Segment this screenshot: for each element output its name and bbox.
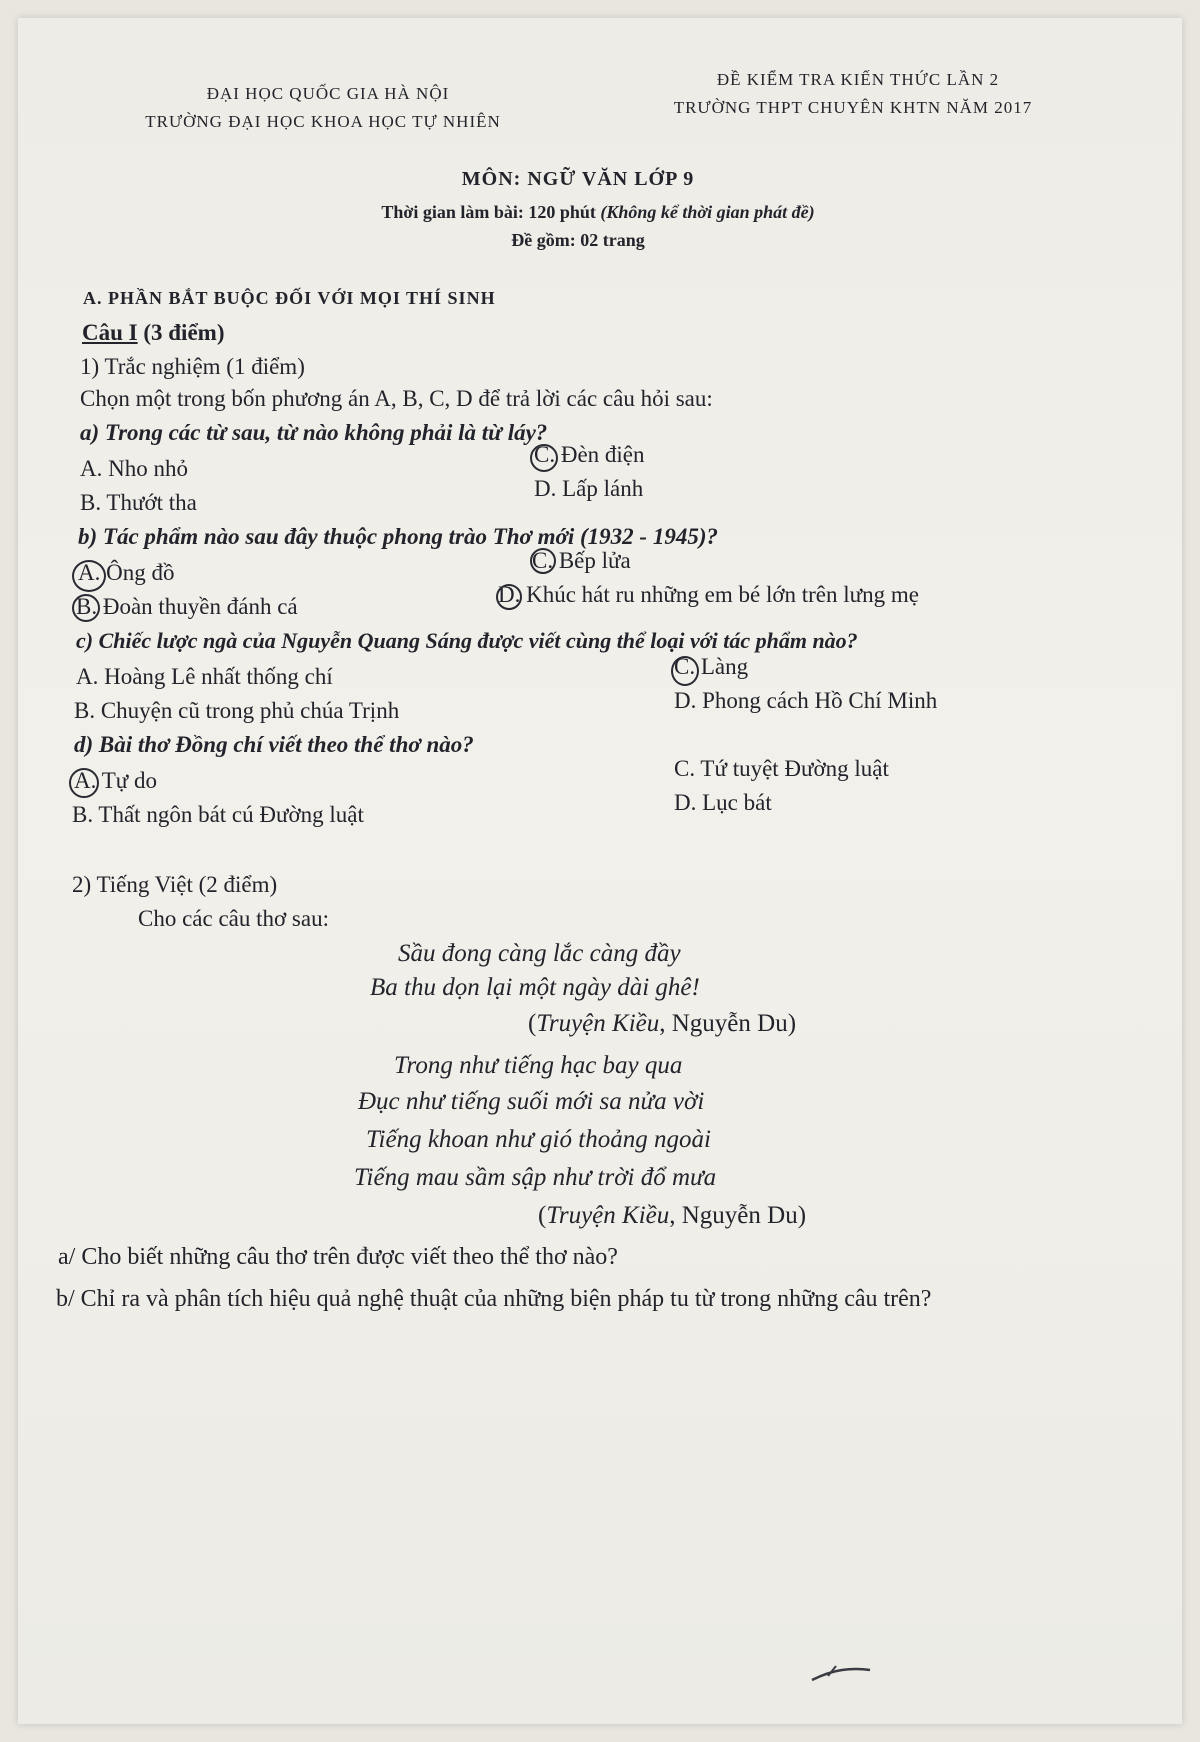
part1-title: 1) Trắc nghiệm (1 điểm): [80, 354, 305, 379]
exam-title: ĐỀ KIỂM TRA KIẾN THỨC LẦN 2: [716, 70, 1000, 89]
option-qa-d: D. Lấp lánh: [534, 476, 644, 501]
time-label: Thời gian làm bài: 120 phút: [381, 202, 596, 222]
poem1-line1: Sầu đong càng lắc càng đầy: [398, 940, 681, 967]
option-qc-a: A. Hoàng Lê nhất thống chí: [76, 664, 333, 689]
source2-author: , Nguyễn Du): [669, 1202, 807, 1229]
time-info: [268, 202, 928, 223]
option-qb-d: D. Khúc hát ru những em bé lớn trên lưng mẹ: [498, 582, 919, 607]
poem2-line1: Trong như tiếng hạc bay qua: [394, 1052, 683, 1079]
option-qc-c: C. Làng: [674, 654, 749, 679]
option-qd-c: C. Tứ tuyệt Đường luật: [674, 756, 889, 781]
poem2-line4: Tiếng mau sầm sập như trời đổ mưa: [354, 1164, 717, 1191]
option-qb-b: B. Đoàn thuyền đánh cá: [76, 594, 298, 619]
poem2-source: (Truyện Kiều, Nguyễn Du): [538, 1202, 807, 1229]
cau1-points: (3 điểm): [143, 320, 225, 345]
cau1-heading: [82, 320, 224, 346]
question-a: a) Trong các từ sau, từ nào không phải là từ láy?: [80, 420, 548, 445]
source1-work: Truyện Kiều: [536, 1010, 660, 1037]
poem1-source: (Truyện Kiều, Nguyễn Du): [528, 1010, 797, 1037]
page-count: Đề gồm: 02 trang: [511, 230, 645, 250]
instruction: Chọn một trong bốn phương án A, B, C, D để trả lời các câu hỏi sau:: [80, 386, 713, 411]
poem2-line2: Đục như tiếng suối mới sa nửa vời: [358, 1088, 705, 1115]
part2-title: 2) Tiếng Việt (2 điểm): [72, 872, 278, 897]
answer-mark-circle: [72, 594, 100, 622]
subject-title: MÔN: NGỮ VĂN LỚP 9: [461, 168, 695, 190]
school-name: TRƯỜNG THPT CHUYÊN KHTN NĂM 2017: [673, 98, 1033, 117]
option-qa-a: A. Nho nhỏ: [80, 456, 188, 481]
university-name: ĐẠI HỌC QUỐC GIA HÀ NỘI: [206, 84, 450, 103]
question-d: d) Bài thơ Đồng chí viết theo thể thơ nào?: [74, 732, 474, 757]
task-b: b/ Chỉ ra và phân tích hiệu quả nghệ thuật của những biện pháp tu từ trong những câu trên?: [56, 1286, 932, 1312]
task-a: a/ Cho biết những câu thơ trên được viết theo thể thơ nào?: [58, 1244, 618, 1270]
cau1-label: Câu I: [82, 320, 138, 345]
option-qc-d: D. Phong cách Hồ Chí Minh: [674, 688, 938, 713]
question-c: c) Chiếc lược ngà của Nguyễn Quang Sáng được viết cùng thể loại với tác phẩm nào?: [76, 628, 858, 653]
poem1-line2: Ba thu dọn lại một ngày dài ghê!: [370, 974, 700, 1001]
option-qd-d: D. Lục bát: [674, 790, 772, 815]
option-qc-b: B. Chuyện cũ trong phủ chúa Trịnh: [74, 698, 400, 723]
part2-intro: Cho các câu thơ sau:: [138, 906, 329, 931]
question-b: b) Tác phẩm nào sau đây thuộc phong trào Thơ mới (1932 - 1945)?: [78, 524, 718, 549]
section-a-heading: A. PHẦN BẮT BUỘC ĐỐI VỚI MỌI THÍ SINH: [83, 288, 496, 308]
source1-author: , Nguyễn Du): [659, 1010, 797, 1037]
poem2-line3: Tiếng khoan như gió thoảng ngoài: [366, 1126, 711, 1153]
faculty-name: TRƯỜNG ĐẠI HỌC KHOA HỌC TỰ NHIÊN: [145, 112, 501, 131]
option-qd-b: B. Thất ngôn bát cú Đường luật: [72, 802, 364, 827]
answer-mark-circle: [671, 656, 699, 686]
option-qa-b: B. Thướt tha: [80, 490, 197, 515]
answer-mark-circle: [69, 768, 99, 798]
answer-mark-circle: [496, 584, 522, 610]
exam-paper: [18, 18, 1182, 1724]
answer-mark-circle: [530, 548, 556, 574]
option-qd-a: A. Tự do: [74, 768, 157, 793]
pen-mark-icon: [808, 1658, 878, 1688]
answer-mark-circle: [72, 560, 106, 592]
option-qb-c: C. Bếp lửa: [532, 548, 631, 573]
time-note: (Không kể thời gian phát đề): [600, 202, 815, 222]
option-qa-c: C. Đèn điện: [534, 442, 645, 467]
source2-work: Truyện Kiều: [546, 1202, 670, 1229]
answer-mark-circle: [530, 444, 558, 472]
option-qb-a: A. Ông đồ: [78, 560, 175, 585]
